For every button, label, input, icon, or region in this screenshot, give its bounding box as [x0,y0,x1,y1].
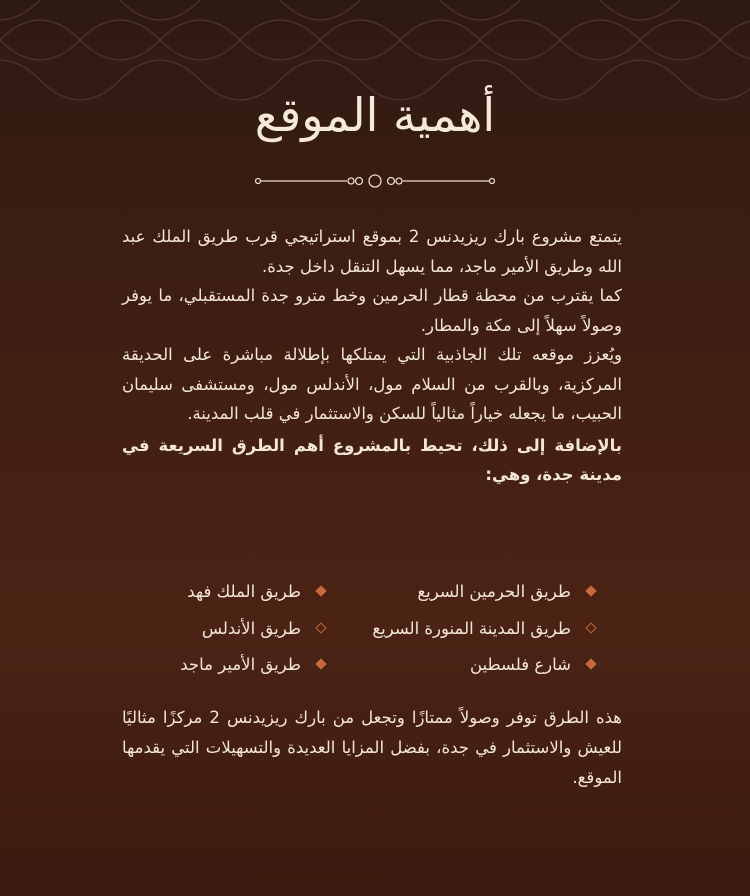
diamond-outline-bullet-icon [585,622,596,633]
closing-text [122,703,622,793]
description-text [122,222,622,490]
diamond-bullet-icon [315,585,326,596]
list-item [180,649,325,679]
list-item [202,613,325,643]
paragraph: ويُعزز موقعه تلك الجاذبية التي يمتلكها بإطلالة مباشرة على الحديقة المركزية، وبالقرب من السلام مول، الأندلس مول، ومستشفى سليمان الحبيب، ما يجعله خياراً مثالياً للسكن والاستثمار في قلب المدينة. [122,345,622,423]
paragraph: كما يقترب من محطة قطار الحرمين وخط مترو جدة المستقبلي، ما يوفر وصولاً سهلاً إلى مكة والمطار. [122,286,622,335]
road-label: طريق المدينة المنورة السريع [372,618,571,638]
page-title: أهمية الموقع [254,88,496,142]
road-label: طريق الأمير ماجد [180,654,301,674]
diamond-bullet-icon [315,658,326,669]
list-item [470,649,595,679]
diamond-bullet-icon [585,658,596,669]
ornamental-divider [255,170,495,192]
highways-list [155,576,595,686]
list-item [417,576,595,606]
highways-intro: بالإضافة إلى ذلك، تحيط بالمشروع أهم الطرق السريعة في مدينة جدة، وهي: [122,435,622,484]
road-label: شارع فلسطين [469,654,571,674]
road-label: طريق الأندلس [201,618,301,638]
road-label: طريق الملك فهد [187,581,301,601]
diamond-outline-bullet-icon [315,622,326,633]
paragraph: هذه الطرق توفر وصولاً ممتازًا وتجعل من بارك ريزيدنس 2 مركزًا مثاليًا للعيش والاستثمار في جدة، بفضل المزايا العديدة والتسهيلات التي يقدمها الموقع. [122,708,622,787]
list-item [187,576,325,606]
list-item [372,613,595,643]
paragraph: يتمتع مشروع بارك ريزيدنس 2 بموقع استراتيجي قرب طريق الملك عبد الله وطريق الأمير ماجد، مما يسهل التنقل داخل جدة. [122,227,623,276]
diamond-bullet-icon [585,585,596,596]
road-label: طريق الحرمين السريع [417,581,571,601]
